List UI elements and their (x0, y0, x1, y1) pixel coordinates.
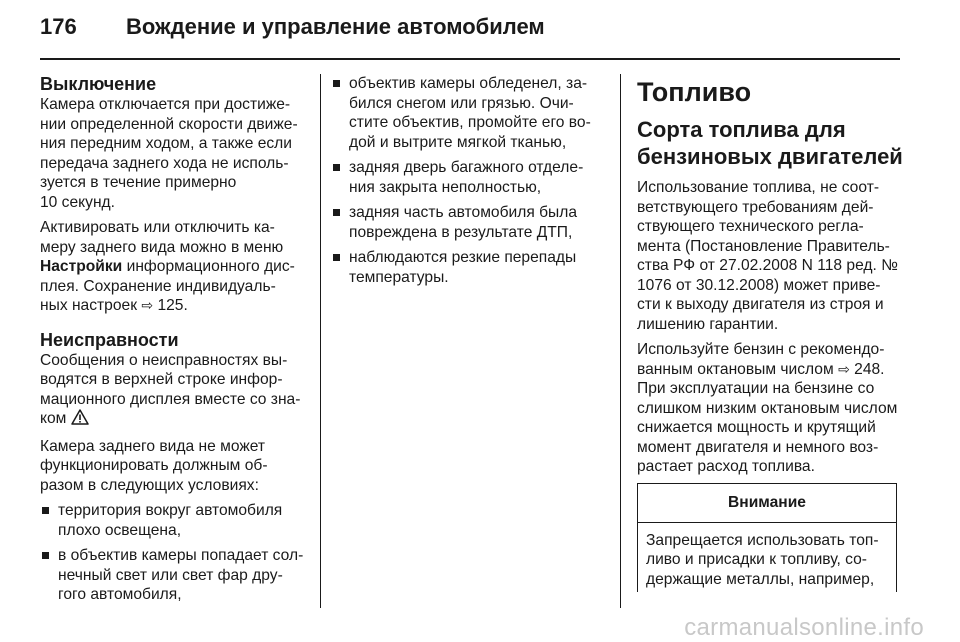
conditions-list-1 (40, 501, 310, 605)
section-heading-fuel-grades: Сорта топлива для бензиновых двигателей (637, 117, 903, 169)
page-number: 176 (40, 14, 77, 39)
fuel-regulation-paragraph: Использование топлива, не соот- ветствующего требованиям дей- ствующего технического регла- мента (Постановление Правитель- ства РФ от 27.02.2008 N 118 ред. № 1076 от 30.12.2008) может приве- сти к выходу двигателя из строя и лишению гарантии. (637, 179, 898, 333)
faults-paragraph: Сообщения о неисправностях вы- водятся в верхней строке инфор- мационного дисплея вместе со зна- ком (40, 351, 310, 431)
list-item: в объектив камеры попадает сол- нечный свет или свет фар дру- гого автомобиля, (40, 546, 310, 605)
bullet-square-icon (333, 80, 340, 87)
section-heading-shutdown: Выключение (40, 74, 157, 94)
camera-conditions-paragraph: Камера заднего вида не может функционировать должным об- разом в следующих условиях: (40, 437, 268, 494)
page-ref-arrow-icon: ⇨ (838, 360, 850, 377)
chapter-title-fuel: Топливо (637, 77, 752, 107)
page-ref-arrow-icon: ⇨ (141, 297, 154, 313)
list-item: задняя часть автомобиля была повреждена в результате ДТП, (331, 203, 607, 242)
list-item: задняя дверь багажного отделе- ния закрыта неполностью, (331, 158, 607, 197)
settings-menu-term: Настройки (40, 258, 123, 275)
section-heading-faults: Неисправности (40, 329, 179, 350)
notice-body: Запрещается использовать топ- ливо и присадки к топливу, со- держащие металлы, например, (646, 531, 879, 588)
column-3 (637, 74, 903, 592)
shutdown-paragraph: Камера отключается при достиже- нии определенной скорости движе- ния передним ходом, а также если передача заднего хода не исполь- зуется в течение примерно 10 секунд. (40, 96, 298, 211)
page-reference[interactable]: 125. (157, 297, 188, 314)
header-divider (40, 58, 900, 60)
bullet-square-icon (333, 254, 340, 261)
octane-paragraph: Используйте бензин с рекомендо- ванным октановым числом ⇨ 248. При эксплуатации на бензине со слишком низким октановым числом снижается мощность и крутящий момент двигателя и немного воз- растает расход топлива. (637, 341, 898, 475)
bullet-square-icon (42, 507, 49, 514)
attention-notice-box (637, 483, 897, 592)
list-item: территория вокруг автомобиля плохо освещена, (40, 501, 310, 540)
warning-triangle-icon (71, 409, 89, 431)
page-reference[interactable]: 248. (854, 360, 885, 378)
column-divider-1 (320, 74, 321, 608)
activation-paragraph: Активировать или отключить ка- меру заднего вида можно в меню Настройки информационного дис- плея. Сохранение индивидуаль- ных настроек ⇨ 125. (40, 219, 295, 314)
list-item: объектив камеры обледенел, за- бился снегом или грязью. Очи- стите объектив, промойте его во- дой и вытрите мягкой тканью, (331, 74, 607, 152)
column-2 (331, 74, 607, 293)
page-title: Вождение и управление автомобилем (126, 14, 545, 39)
bullet-square-icon (333, 164, 340, 171)
list-item: наблюдаются резкие перепады температуры. (331, 248, 607, 287)
notice-heading: Внимание (638, 484, 896, 523)
column-1 (40, 74, 310, 611)
page-header (40, 14, 545, 46)
conditions-list-2 (331, 74, 607, 287)
watermark: carmanualsonline.info (684, 614, 924, 641)
column-divider-2 (620, 74, 621, 608)
bullet-square-icon (333, 209, 340, 216)
bullet-square-icon (42, 552, 49, 559)
